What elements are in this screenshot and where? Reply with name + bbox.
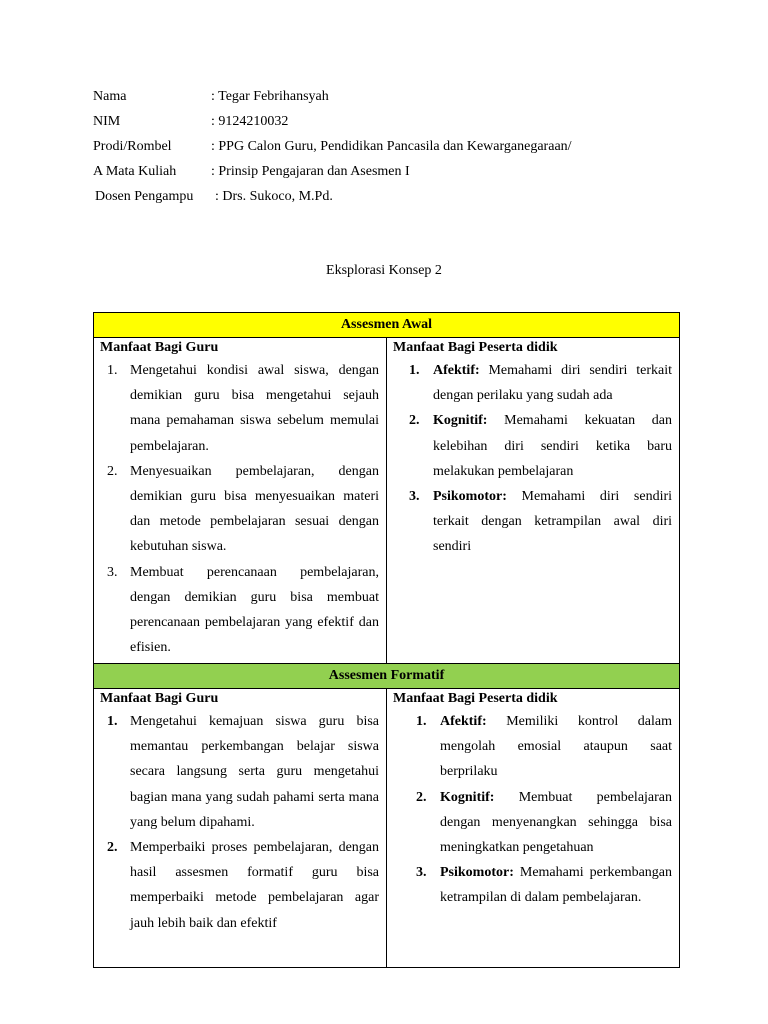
item-text: Membuat pembelajaran dengan menyenangkan sehingga bisa meningkatkan pengetahuan (440, 789, 673, 856)
info-label: NIM (93, 114, 121, 129)
guru-list (94, 709, 386, 936)
section-heading-awal: Assesmen Awal (94, 313, 680, 338)
item-term: Afektif: (433, 363, 480, 378)
item-term: Kognitif: (440, 789, 495, 805)
guru-cell-formatif (94, 689, 387, 968)
list-item (387, 785, 679, 861)
list-item (387, 484, 679, 560)
info-value: : Drs. Sukoco, M.Pd. (215, 189, 333, 204)
student-info (93, 84, 572, 209)
info-value: : 9124210032 (211, 114, 289, 129)
item-number: 2. (416, 789, 427, 805)
section-heading-formatif: Assesmen Formatif (94, 664, 680, 689)
document-title: Eksplorasi Konsep 2 (326, 263, 442, 278)
peserta-list (387, 358, 679, 560)
item-number: 3. (409, 489, 420, 505)
list-item (387, 358, 679, 408)
info-label: Dosen Pengampu (95, 189, 194, 204)
peserta-cell-formatif (387, 689, 680, 968)
item-text: Mengetahui kondisi awal siswa, dengan demikian guru bisa mengetahui sejauh mana pemahaman siswa sebelum memulai pembelajaran. (130, 363, 379, 454)
info-value: : Tegar Febrihansyah (211, 89, 329, 104)
list-item (94, 560, 386, 661)
item-number: 3. (107, 564, 118, 580)
list-item (387, 709, 679, 785)
guru-list (94, 358, 386, 660)
item-number: 2. (409, 413, 420, 429)
item-text: Memahami perkembangan ketrampilan di dalam pembelajaran. (440, 865, 673, 906)
assessment-table (93, 312, 680, 968)
info-row-mata-kuliah (93, 159, 572, 184)
info-value: : Prinsip Pengajaran dan Asesmen I (211, 164, 410, 179)
column-heading: Manfaat Bagi Guru (100, 340, 219, 355)
item-number: 1. (416, 714, 427, 729)
list-item (94, 358, 386, 459)
info-label: Nama (93, 89, 127, 104)
list-item (94, 709, 386, 835)
item-text: Memahami kekuatan dan kelebihan diri sendiri ketika baru melakukan pembelajaran (433, 413, 673, 479)
info-value: : PPG Calon Guru, Pendidikan Pancasila dan Kewarganegaraan/ (211, 139, 572, 154)
item-text: Memperbaiki proses pembelajaran, dengan hasil assesmen formatif guru bisa memperbaiki metode pembelajaran agar jauh lebih baik dan efektif (130, 840, 379, 931)
list-item (94, 459, 386, 560)
info-label: A Mata Kuliah (93, 164, 177, 179)
item-number: 2. (107, 840, 118, 856)
item-text: Membuat perencanaan pembelajaran, dengan demikian guru bisa membuat perencanaan pembelajaran yang efektif dan efisien. (130, 564, 379, 656)
peserta-list (387, 709, 679, 911)
column-heading: Manfaat Bagi Peserta didik (393, 691, 558, 706)
column-heading: Manfaat Bagi Peserta didik (393, 340, 558, 355)
item-term: Psikomotor: (433, 489, 507, 505)
info-row-dosen (95, 184, 574, 209)
item-term: Kognitif: (433, 413, 488, 429)
column-heading: Manfaat Bagi Guru (100, 691, 219, 706)
item-text: Memahami diri sendiri terkait dengan ketrampilan awal diri sendiri (433, 489, 673, 555)
item-text: Mengetahui kemajuan siswa guru bisa memantau perkembangan belajar siswa secara langsung serta guru mengetahui bagian mana yang sudah pahami serta mana yang belum dipahami. (130, 714, 379, 830)
list-item (387, 408, 679, 484)
guru-cell-awal (94, 338, 387, 664)
info-row-prodi (93, 134, 572, 159)
list-item (387, 860, 679, 910)
item-number: 1. (107, 363, 118, 378)
peserta-cell-awal (387, 338, 680, 664)
item-text: Memiliki kontrol dalam mengolah emosial ataupun saat berprilaku (440, 714, 673, 780)
item-number: 2. (107, 463, 118, 479)
info-row-nim (93, 109, 572, 134)
item-number: 3. (416, 865, 427, 881)
item-text: Memahami diri sendiri terkait dengan perilaku yang sudah ada (433, 363, 673, 404)
item-term: Psikomotor: (440, 865, 514, 881)
item-number: 1. (107, 714, 118, 729)
item-text: Menyesuaikan pembelajaran, dengan demikian guru bisa menyesuaikan materi dan metode pembelajaran sesuai dengan kebutuhan siswa. (130, 463, 379, 555)
info-row-nama (93, 84, 572, 109)
item-term: Afektif: (440, 714, 487, 729)
info-label: Prodi/Rombel (93, 139, 172, 154)
list-item (94, 835, 386, 936)
item-number: 1. (409, 363, 420, 378)
